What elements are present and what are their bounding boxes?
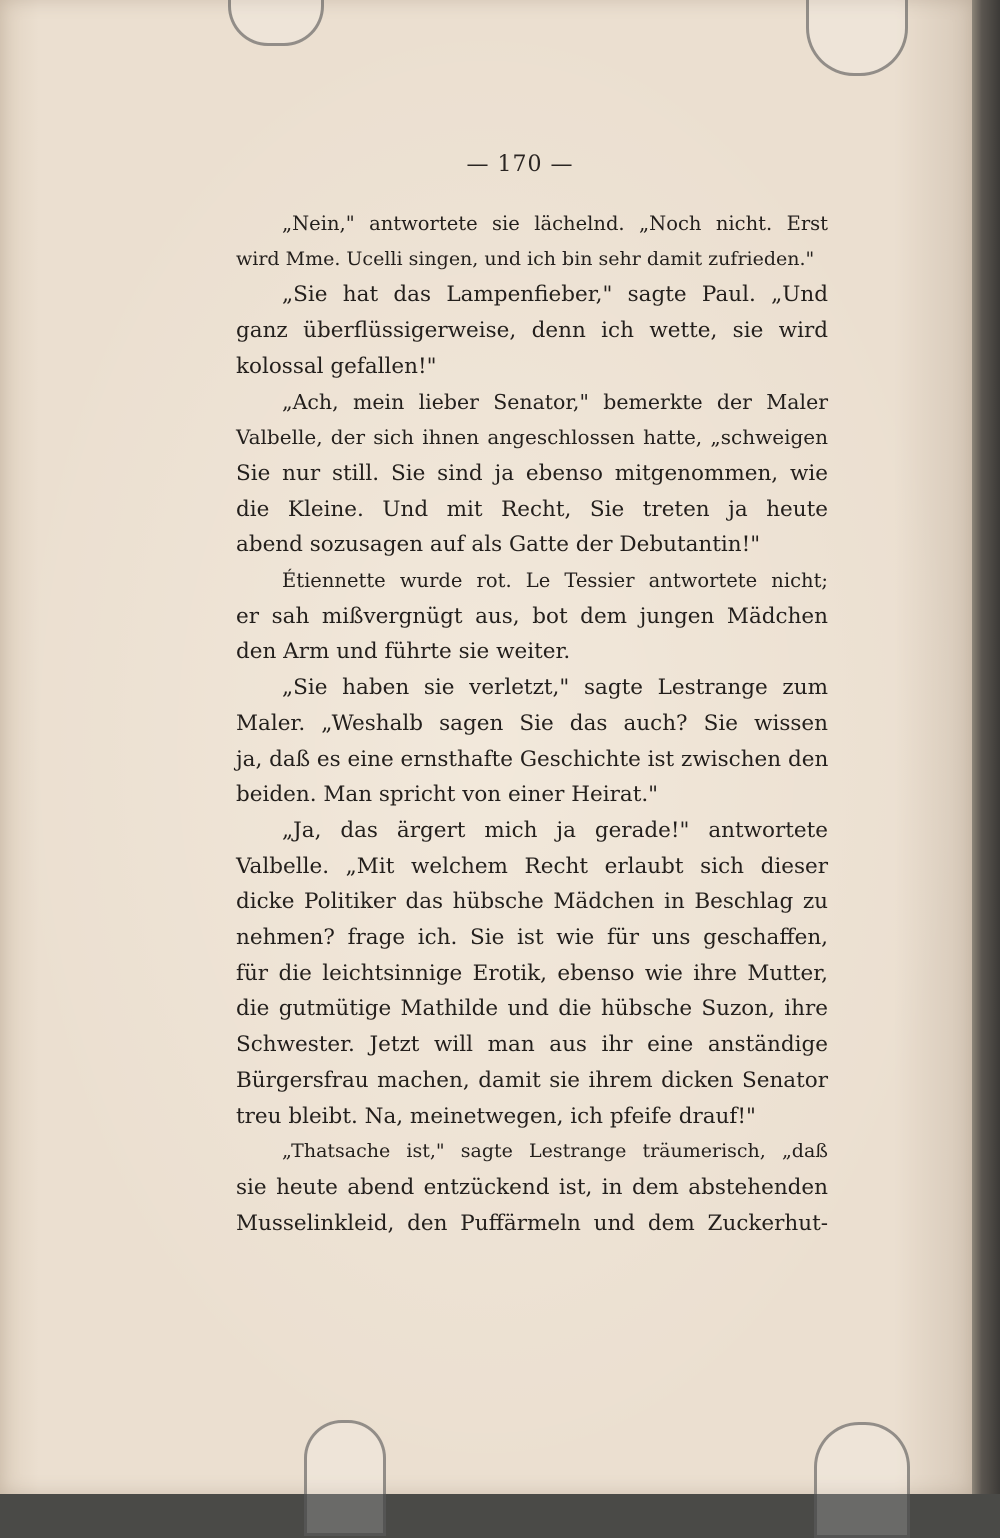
paragraph (236, 670, 828, 813)
paragraph (236, 813, 828, 1134)
text-line: Bürgersfrau machen, damit sie ihrem dicken Senator (236, 1067, 828, 1093)
scanner-clip-top-left (228, 0, 324, 46)
text-line: abend sozusagen auf als Gatte der Debutantin!" (236, 532, 761, 558)
text-line: „Sie haben sie verletzt," sagte Lestrange zum (282, 675, 828, 701)
paragraph (236, 277, 828, 384)
body-text (236, 206, 828, 1241)
text-line: kolossal gefallen!" (236, 353, 437, 379)
text-line: Sie nur still. Sie sind ja ebenso mitgenommen, wie (236, 460, 828, 486)
text-line: die Kleine. Und mit Recht, Sie treten ja heute (236, 496, 828, 522)
text-line: nehmen? frage ich. Sie ist wie für uns geschaffen, (236, 925, 828, 951)
page-number: — 170 — (466, 152, 574, 177)
paragraph (236, 206, 828, 277)
text-line: „Nein," antwortete sie lächelnd. „Noch nicht. Erst (282, 212, 828, 235)
text-line: ja, daß es eine ernsthafte Geschichte ist zwischen den (236, 746, 829, 772)
text-line: „Thatsache ist," sagte Lestrange träumerisch, „daß (282, 1140, 828, 1163)
text-line: Étiennette wurde rot. Le Tessier antwortete nicht; (282, 569, 828, 593)
text-line: Valbelle. „Mit welchem Recht erlaubt sich dieser (236, 853, 828, 879)
text-line: ganz überflüssigerweise, denn ich wette, sie wird (236, 318, 828, 344)
paragraph (236, 563, 828, 670)
text-line: Maler. „Weshalb sagen Sie das auch? Sie wissen (236, 710, 828, 736)
text-line: „Ach, mein lieber Senator," bemerkte der Maler (282, 389, 828, 414)
text-line: Schwester. Jetzt will man aus ihr eine anständige (236, 1032, 828, 1058)
scanner-clip-bottom-left (304, 1420, 386, 1536)
text-line: beiden. Man spricht von einer Heirat." (236, 782, 659, 808)
paragraph (236, 1134, 828, 1241)
text-line: die gutmütige Mathilde und die hübsche Suzon, ihre (236, 996, 828, 1022)
text-line: wird Mme. Ucelli singen, und ich bin sehr damit zufrieden." (236, 247, 815, 270)
text-line: Valbelle, der sich ihnen angeschlossen hatte, „schweigen (236, 425, 828, 450)
scanner-clip-bottom-right (814, 1422, 910, 1538)
book-edge (972, 0, 1000, 1494)
text-line: „Sie hat das Lampenfieber," sagte Paul. „Und (282, 282, 828, 308)
paragraph (236, 385, 828, 564)
text-line: treu bleibt. Na, meinetwegen, ich pfeife drauf!" (236, 1103, 756, 1129)
text-line: dicke Politiker das hübsche Mädchen in Beschlag zu (236, 889, 828, 915)
text-line: für die leichtsinnige Erotik, ebenso wie ihre Mutter, (236, 960, 828, 986)
text-line: er sah mißvergnügt aus, bot dem jungen Mädchen (236, 603, 828, 629)
text-line: sie heute abend entzückend ist, in dem abstehenden (236, 1174, 828, 1200)
text-line: Musselinkleid, den Puffärmeln und dem Zuckerhut- (236, 1210, 828, 1236)
text-line: den Arm und führte sie weiter. (236, 639, 571, 665)
scanner-clip-top-right (806, 0, 908, 76)
text-line: „Ja, das ärgert mich ja gerade!" antwortete (282, 817, 828, 843)
